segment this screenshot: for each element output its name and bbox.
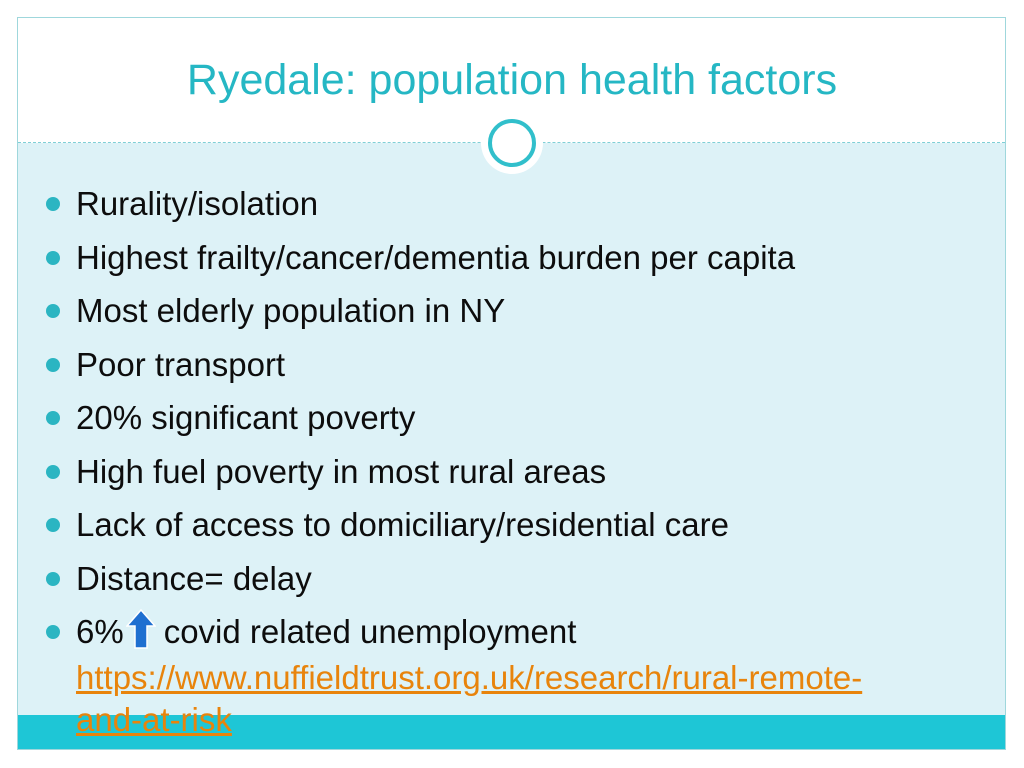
bullet-dot-icon bbox=[46, 358, 60, 372]
up-arrow-icon bbox=[126, 609, 156, 649]
bullet-text: Most elderly population in NY bbox=[76, 292, 506, 329]
bullet-dot-icon bbox=[46, 625, 60, 639]
circle-ring bbox=[488, 119, 536, 167]
bullet-item bbox=[0, 445, 1024, 499]
slide-title: Ryedale: population health factors bbox=[186, 56, 838, 104]
bullet-item bbox=[0, 338, 1024, 392]
unemployment-percent: 6% bbox=[76, 613, 124, 650]
bullet-dot-icon bbox=[46, 251, 60, 265]
bullet-item bbox=[0, 498, 1024, 552]
bullet-dot-icon bbox=[46, 197, 60, 211]
bullet-item bbox=[0, 552, 1024, 606]
bullet-dot-icon bbox=[46, 304, 60, 318]
bullet-dot-icon bbox=[46, 572, 60, 586]
bullet-item bbox=[0, 231, 1024, 285]
bullet-list bbox=[0, 177, 1024, 743]
bullet-dot-icon bbox=[46, 518, 60, 532]
bullet-text: Highest frailty/cancer/dementia burden per capita bbox=[76, 238, 796, 276]
bullet-dot-icon bbox=[46, 411, 60, 425]
source-link-line-2[interactable]: and-at-risk bbox=[76, 700, 232, 738]
bullet-text: Poor transport bbox=[76, 345, 286, 383]
bullet-item-unemployment bbox=[0, 605, 1024, 743]
bullet-item bbox=[0, 391, 1024, 445]
bullet-item bbox=[0, 177, 1024, 231]
unemployment-text: covid related unemployment bbox=[163, 613, 577, 650]
source-link-line-1[interactable]: https://www.nuffieldtrust.org.uk/research/rural-remote- bbox=[76, 658, 863, 696]
bullet-text: Rurality/isolation bbox=[76, 185, 319, 222]
bullet-text: Lack of access to domiciliary/residential care bbox=[76, 506, 729, 543]
bullet-text: 20% significant poverty bbox=[76, 399, 416, 436]
bullet-text: High fuel poverty in most rural areas bbox=[76, 452, 607, 490]
bullet-dot-icon bbox=[46, 465, 60, 479]
bullet-text: Distance= delay bbox=[76, 559, 312, 597]
bullet-item bbox=[0, 284, 1024, 338]
